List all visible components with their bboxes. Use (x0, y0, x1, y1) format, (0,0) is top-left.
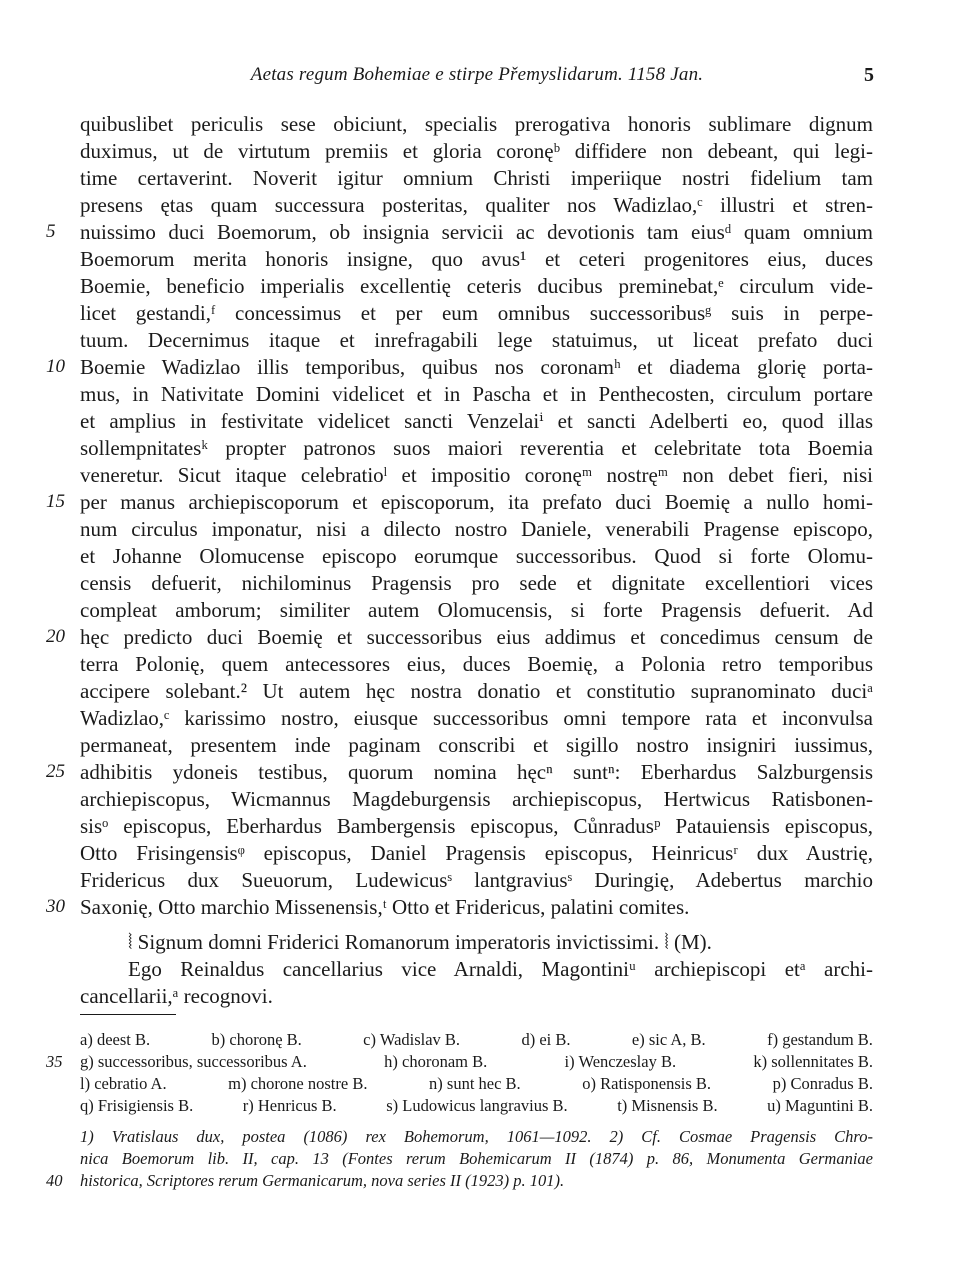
signum-line: ⦚ Signum domni Friderici Romanorum imperatoris invictissimi. ⦚ (M). (128, 930, 712, 954)
page-number: 5 (864, 64, 874, 86)
variant-note: h) choronam B. (384, 1052, 488, 1071)
variant-note: g) successoribus, successoribus A. (80, 1052, 307, 1071)
variant-note: q) Frisigiensis B. (80, 1096, 194, 1115)
text-line: Wadizlao,ᶜ karissimo nostro, eiusque successoribus omni tempore rata et inconvulsa (80, 706, 873, 730)
variant-note: k) sollennitates B. (753, 1052, 873, 1071)
running-header (80, 64, 874, 88)
text-line: Fridericus dux Sueuorum, Ludewicusˢ lantgraviusˢ Duringię, Adebertus marchio (80, 868, 873, 892)
variant-note: f) gestandum B. (767, 1030, 873, 1049)
text-line: compleat amborum; similiter autem Olomucensis, si forte Pragensis defuerit. Ad (80, 598, 873, 622)
variant-note: n) sunt hec B. (429, 1074, 521, 1093)
variant-note: m) chorone nostre B. (228, 1074, 368, 1093)
variant-note: p) Conradus B. (772, 1074, 873, 1093)
text-line: Boemorum merita honoris insigne, quo avus¹ et ceteri progenitores eius, duces (80, 247, 873, 271)
line-number: 25 (46, 761, 65, 782)
variant-note: d) ei B. (521, 1030, 571, 1049)
text-line: hęc predicto duci Boemię et successoribus eius addimus et concedimus censum de (80, 625, 873, 649)
line-number: 10 (46, 356, 65, 377)
variant-notes-row (80, 1095, 873, 1117)
line-number: 5 (46, 221, 56, 242)
variant-note: a) deest B. (80, 1030, 151, 1049)
text-line: sollempnitatesᵏ propter patronos suos maiori reverentia et celebritate tota Boemia (80, 436, 873, 460)
text-line: mus, in Nativitate Domini videlicet et in Pascha et in Penthecosten, circulum portare (80, 382, 873, 406)
text-line: Boemie Wadizlao illis temporibus, quibus nos coronamʰ et diadema glorię porta- (80, 355, 873, 379)
variant-notes-row (80, 1073, 873, 1095)
text-line: Saxonię, Otto marchio Missenensis,ᵗ Otto et Fridericus, palatini comites. (80, 895, 690, 919)
text-line: accipere solebant.² Ut autem hęc nostra donatio et constitutio supranominato duciᵃ (80, 679, 873, 703)
variant-note: c) Wadislav B. (363, 1030, 461, 1049)
text-line: per manus archiepiscoporum et episcoporum, ita prefato duci Boemię a nullo homi- (80, 490, 873, 514)
recognition-line: Ego Reinaldus cancellarius vice Arnaldi, Magontiniᵘ archiepiscopi etᵃ archi- (128, 957, 873, 981)
text-line: adhibitis ydoneis testibus, quorum nomina hęcⁿ suntⁿ: Eberhardus Salzburgensis (80, 760, 873, 784)
text-line: tuum. Decernimus itaque et inrefragabili lege statuimus, ut liceat prefato duci (80, 328, 873, 352)
variant-note: i) Wenczeslay B. (564, 1052, 677, 1071)
text-line: et Johanne Olomucense episcopo eorumque successoribus. Quod si forte Olomu- (80, 544, 873, 568)
variant-note: u) Maguntini B. (767, 1096, 873, 1115)
text-line: num circulus imponatur, nisi a dilecto nostro Daniele, venerabili Pragense episcopo, (80, 517, 873, 541)
variant-note: b) choronę B. (211, 1030, 302, 1049)
text-line: Boemie, beneficio imperialis excellentię ceteris ducibus preminebat,ᵉ circulum vide- (80, 274, 873, 298)
header-title: Aetas regum Bohemiae e stirpe Přemyslidarum. 1158 Jan. (250, 64, 704, 85)
variant-note: s) Ludowicus langravius B. (386, 1096, 568, 1115)
footnote-line-number: 40 (46, 1171, 63, 1190)
text-line: duximus, ut de virtutum premiis et gloria coronęᵇ diffidere non debeant, qui legi- (80, 139, 873, 163)
text-line: et amplius in festivitate videlicet sancti Venzelaiⁱ et sancti Adelberti eo, quod illas (80, 409, 873, 433)
text-line: archiepiscopus, Wicmannus Magdeburgensis archiepiscopus, Hertwicus Ratisbonen- (80, 787, 873, 811)
variant-note: l) cebratio A. (80, 1074, 167, 1093)
variant-note: r) Henricus B. (242, 1096, 337, 1115)
text-line: permaneat, presentem inde paginam conscribi et sigillo nostro insigniri iussimus, (80, 733, 873, 757)
variant-note: o) Ratisponensis B. (582, 1074, 712, 1093)
line-number: 15 (46, 491, 65, 512)
text-line: sisᵒ episcopus, Eberhardus Bambergensis episcopus, Cůnradusᵖ Patauiensis episcopus, (80, 814, 873, 838)
line-number: 20 (46, 626, 65, 647)
text-line: Otto Frisingensisᵠ episcopus, Daniel Pragensis episcopus, Heinricusʳ dux Austrię, (80, 841, 873, 865)
text-line: time certaverint. Noverit igitur omnium Christi imperiique nostri fidelium tam (80, 166, 873, 190)
text-line: licet gestandi,ᶠ concessimus et per eum omnibus successoribusᵍ suis in perpe- (80, 301, 873, 325)
historical-note-line: 1) Vratislaus dux, postea (1086) rex Bohemorum, 1061—1092. 2) Cf. Cosmae Pragensis Chro- (80, 1127, 873, 1146)
variant-notes-row (80, 1029, 873, 1051)
text-line: presens ętas quam successura posteritas, qualiter nos Wadizlao,ᶜ illustri et stren- (80, 193, 873, 217)
variant-notes-row (80, 1051, 873, 1073)
historical-note-line: nica Boemorum lib. II, cap. 13 (Fontes rerum Bohemicarum II (1874) p. 86, Monumenta Germaniae (80, 1149, 873, 1168)
text-line: veneretur. Sicut itaque celebratioˡ et impositio coronęᵐ nostręᵐ non debet fieri, nisi (80, 463, 873, 487)
line-number: 30 (46, 896, 65, 917)
variant-note: e) sic A, B. (631, 1030, 706, 1049)
text-line: terra Polonię, quem antecessores eius, duces Boemię, a Polonia retro temporibus (80, 652, 873, 676)
footnote-line-number: 35 (46, 1052, 63, 1071)
footnote-rule (80, 1014, 176, 1015)
historical-note-line: historica, Scriptores rerum Germanicarum, nova series II (1923) p. 101). (80, 1171, 565, 1190)
recognition-line: cancellarii,ᵃ recognovi. (80, 984, 273, 1008)
variant-note: t) Misnensis B. (617, 1096, 718, 1115)
text-line: nuissimo duci Boemorum, ob insignia servicii ac devotionis tam eiusᵈ quam omnium (80, 220, 873, 244)
text-line: censis defuerit, nichilominus Pragensis pro sede et dignitate excellentiori vices (80, 571, 873, 595)
text-line: quibuslibet periculis sese obiciunt, specialis prerogativa honoris sublimare dignum (80, 112, 873, 136)
